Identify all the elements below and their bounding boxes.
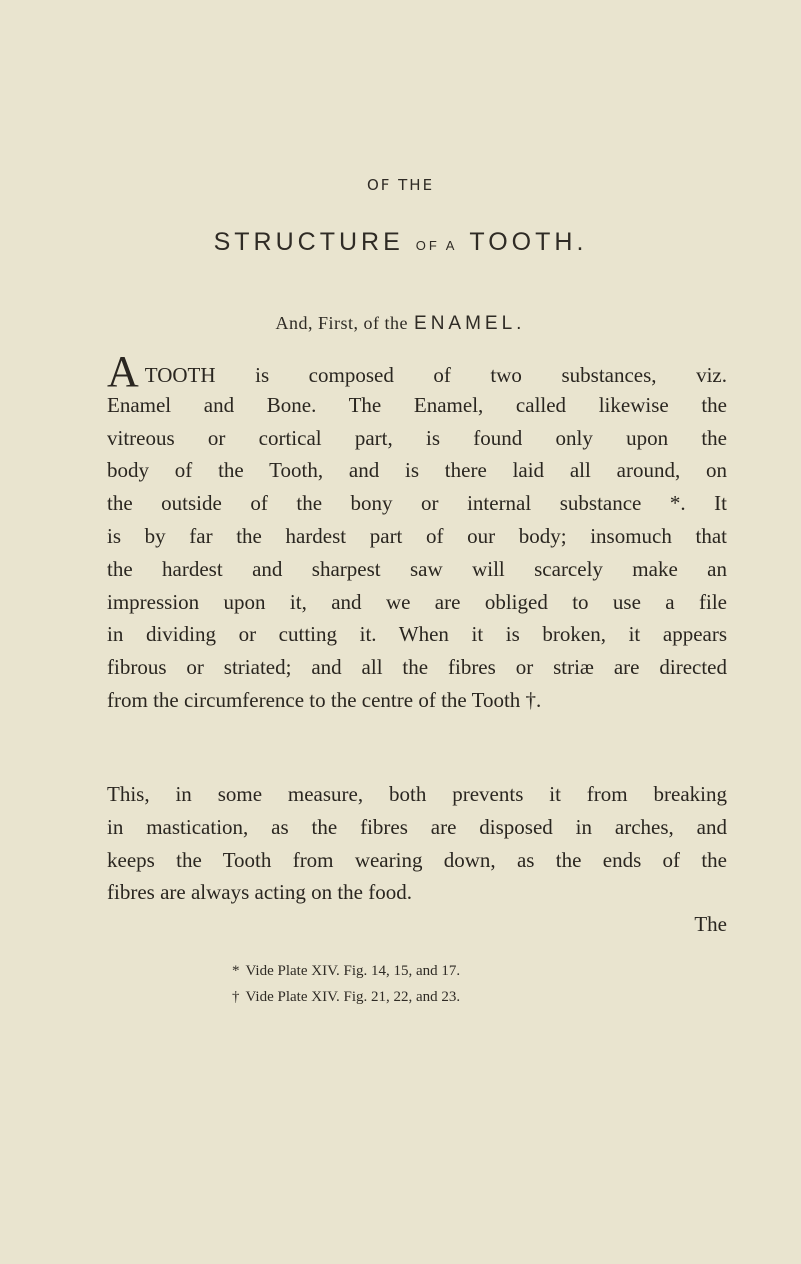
paragraph-line: in dividing or cutting it. When it is broken, it appears — [107, 622, 727, 647]
paragraph-line: impression upon it, and we are obliged to use a file — [107, 589, 727, 614]
section-subheading — [0, 313, 801, 335]
paragraph-line: body of the Tooth, and is there laid all around, on — [107, 458, 727, 483]
paragraph-line: from the circumference to the centre of the Tooth †. — [107, 687, 542, 712]
footnote-2 — [232, 984, 752, 1010]
paragraph-line: This, in some measure, both prevents it from breaking — [107, 782, 727, 806]
paragraph-line: the hardest and sharpest saw will scarcely make an — [107, 556, 727, 581]
paragraph-line: fibres are always acting on the food. — [107, 880, 412, 905]
title-of-a: OF A — [415, 238, 458, 253]
paragraph-1 — [107, 347, 727, 717]
footnote-text: Vide Plate XIV. Fig. 21, 22, and 23. — [245, 989, 461, 1005]
footnote-mark: † — [232, 989, 240, 1005]
footnotes — [232, 958, 752, 1010]
drop-cap: A — [107, 347, 139, 396]
footnote-mark: * — [232, 963, 240, 979]
title-structure: STRUCTURE — [213, 228, 404, 256]
paragraph-line: the outside of the bony or internal substance *. It — [107, 491, 727, 516]
footnote-1 — [232, 958, 752, 984]
paragraph-line: Enamel and Bone. The Enamel, called likewise the — [107, 392, 727, 417]
chapter-title — [0, 228, 801, 257]
title-tooth: TOOTH. — [469, 228, 588, 256]
subheading-enamel: ENAMEL. — [414, 313, 526, 334]
paragraph-line: fibrous or striated; and all the fibres or striæ are directed — [107, 655, 727, 680]
heading-of-the: OF THE — [366, 176, 435, 194]
paragraph-line: vitreous or cortical part, is found only upon the — [107, 425, 727, 450]
subheading-lead: And, First, of the — [275, 313, 409, 333]
paragraph-2 — [107, 778, 727, 909]
paragraph-line: is by far the hardest part of our body; insomuch that — [107, 523, 727, 548]
paragraph-line: ATOOTH is composed of two substances, viz. — [107, 347, 727, 396]
paragraph-line: keeps the Tooth from wearing down, as the ends of the — [107, 847, 727, 872]
footnote-text: Vide Plate XIV. Fig. 14, 15, and 17. — [245, 963, 461, 979]
paragraph-line: in mastication, as the fibres are disposed in arches, and — [107, 814, 727, 839]
catchword: The — [694, 912, 727, 936]
